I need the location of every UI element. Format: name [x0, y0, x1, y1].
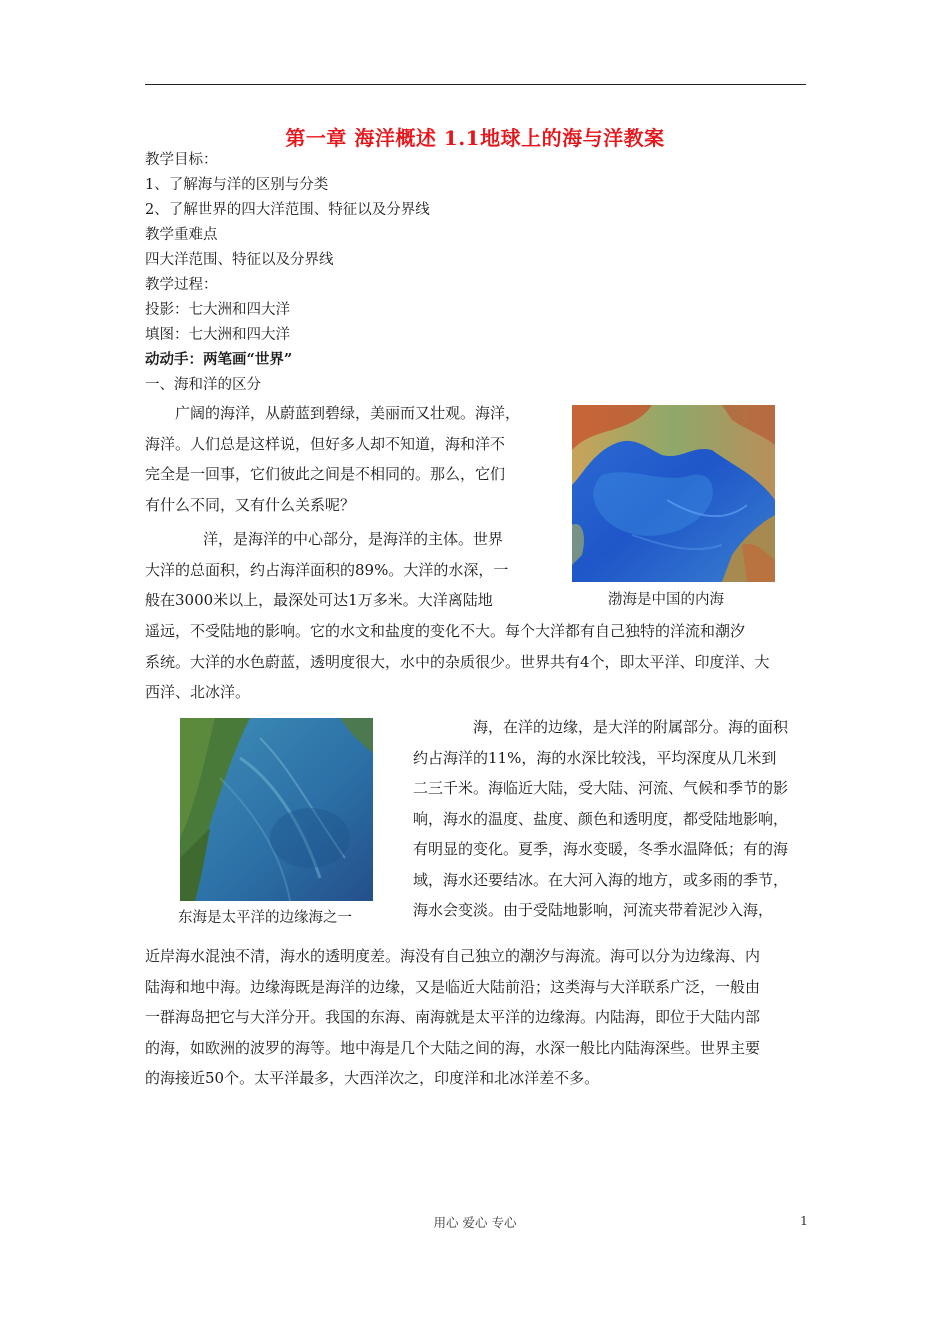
para1-line-1: 广阔的海洋，从蔚蓝到碧绿，美丽而又壮观。海洋， — [175, 404, 521, 422]
bohai-caption: 渤海是中国的内海 — [608, 592, 724, 608]
para3-line-2: 约占海洋的11%，海的水深比较浅，平均深度从几米到 — [413, 748, 777, 767]
paragraph-intro — [145, 398, 545, 520]
para3-full-5: 的海接近50个。太平洋最多，大西洋次之，印度洋和北冰洋差不多。 — [145, 1069, 600, 1087]
para2-line-1: 洋，是海洋的中心部分，是海洋的主体。世界 — [203, 530, 504, 548]
donghai-caption: 东海是太平洋的边缘海之一 — [178, 910, 352, 926]
line-fill-map: 填图：七大洲和四大洋 — [145, 327, 290, 343]
page-title: 第一章 海洋概述 1.1地球上的海与洋教案 — [285, 126, 665, 150]
para3-line-5: 有明显的变化。夏季，海水变暖，冬季水温降低；有的海 — [413, 840, 789, 858]
para1-line-2: 海洋。人们总是这样说，但好多人却不知道，海和洋不 — [145, 434, 506, 453]
para2-line-3: 般在3000米以上，最深处可达1万多米。大洋离陆地 — [145, 591, 493, 609]
para2-line-2: 大洋的总面积，约占海洋面积的89%。大洋的水深，一 — [145, 560, 509, 579]
line-key-points: 四大洋范围、特征以及分界线 — [145, 252, 334, 268]
line-hands-on: 动动手：两笔画“世界” — [145, 351, 293, 368]
line-projection: 投影：七大洲和四大洋 — [145, 302, 290, 318]
para3-line-4: 响，海水的温度、盐度、颜色和透明度，都受陆地影响， — [413, 809, 789, 828]
line-process-heading: 教学过程： — [145, 277, 218, 293]
para2-full-1: 遥远，不受陆地的影响。它的水文和盐度的变化不大。每个大洋都有自己独特的洋流和潮汐 — [145, 622, 746, 640]
para3-full-1: 近岸海水混浊不清，海水的透明度差。海没有自己独立的潮汐与海流。海可以分为边缘海、内 — [145, 947, 761, 965]
page-number: 1 — [800, 1213, 808, 1228]
para3-line-7: 海水会变淡。由于受陆地影响，河流夹带着泥沙入海， — [413, 901, 774, 919]
para3-full-4: 的海，如欧洲的波罗的海等。地中海是几个大陆之间的海，水深一般比内陆海深些。世界主要 — [145, 1038, 761, 1057]
paragraph-sea — [413, 712, 813, 926]
para1-line-4: 有什么不同，又有什么关系呢？ — [145, 495, 356, 514]
para3-line-3: 二三千米。海临近大陆，受大陆、河流、气候和季节的影 — [413, 779, 789, 797]
header-rule — [145, 84, 806, 85]
paragraph-sea-cont — [145, 941, 810, 1094]
line-objective-2: 2、了解世界的四大洋范围、特征以及分界线 — [145, 202, 430, 218]
para3-line-6: 域，海水还要结冰。在大河入海的地方，或多雨的季节， — [413, 870, 789, 889]
para3-full-2: 陆海和地中海。边缘海既是海洋的边缘，又是临近大陆前沿；这类海与大洋联系广泛，一般由 — [145, 977, 761, 996]
section-heading-sea-ocean: 一、海和洋的区分 — [145, 377, 261, 393]
donghai-satellite-image — [180, 718, 373, 901]
line-key-points-heading: 教学重难点 — [145, 227, 218, 243]
line-objectives-heading: 教学目标： — [145, 152, 218, 168]
paragraph-ocean — [145, 524, 545, 616]
para3-full-3: 一群海岛把它与大洋分开。我国的东海、南海就是太平洋的边缘海。内陆海，即位于大陆内部 — [145, 1008, 761, 1026]
line-objective-1: 1、了解海与洋的区别与分类 — [145, 177, 329, 193]
para2-full-2: 系统。大洋的水色蔚蓝，透明度很大，水中的杂质很少。世界共有4个，即太平洋、印度洋、大 — [145, 652, 770, 671]
paragraph-ocean-cont — [145, 616, 810, 708]
para3-line-1: 海，在洋的边缘，是大洋的附属部分。海的面积 — [473, 718, 789, 736]
para1-line-3: 完全是一回事，它们彼此之间是不相同的。那么，它们 — [145, 465, 506, 483]
footer-text: 用心 爱心 专心 — [433, 1215, 517, 1230]
para2-full-3: 西洋、北冰洋。 — [145, 683, 251, 701]
bohai-satellite-image — [572, 405, 775, 582]
